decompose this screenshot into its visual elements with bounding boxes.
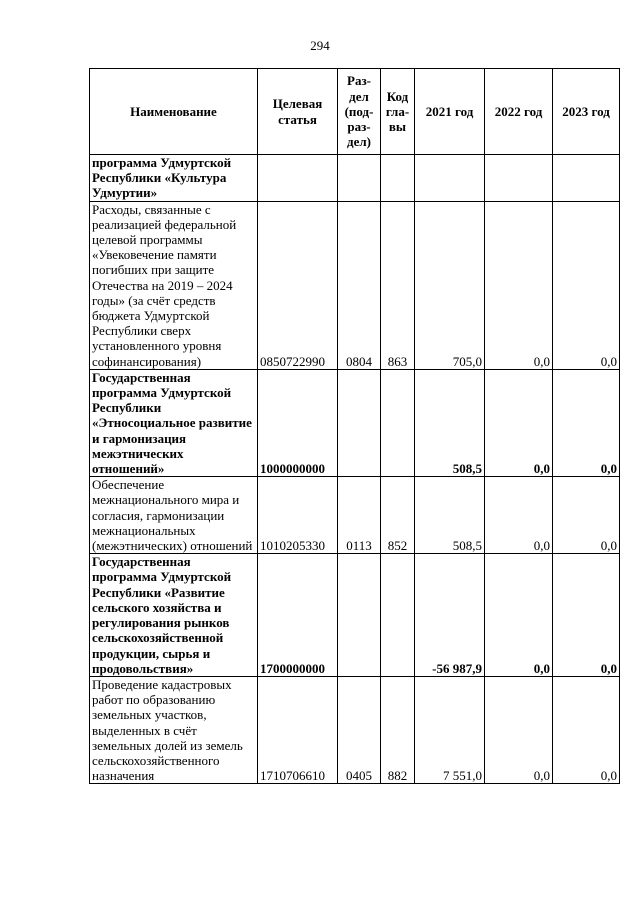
table-row — [90, 554, 620, 677]
cell-section — [338, 155, 381, 202]
table-row — [90, 201, 620, 369]
cell-2022: 0,0 — [485, 554, 553, 677]
cell-2022 — [485, 155, 553, 202]
header-2023: 2023 год — [553, 69, 620, 155]
cell-2022: 0,0 — [485, 201, 553, 369]
table-row — [90, 369, 620, 476]
header-target-article: Целевая статья — [258, 69, 338, 155]
cell-section: 0113 — [338, 477, 381, 554]
cell-section: 0405 — [338, 676, 381, 783]
header-chapter-code: Код гла-вы — [381, 69, 415, 155]
cell-chapter-code — [381, 554, 415, 677]
table-row — [90, 477, 620, 554]
cell-target-article: 1010205330 — [258, 477, 338, 554]
cell-2022: 0,0 — [485, 676, 553, 783]
cell-target-article: 1710706610 — [258, 676, 338, 783]
cell-2021: 508,5 — [415, 477, 485, 554]
cell-2022: 0,0 — [485, 477, 553, 554]
cell-2021 — [415, 155, 485, 202]
cell-target-article — [258, 155, 338, 202]
table-row — [90, 676, 620, 783]
cell-2022: 0,0 — [485, 369, 553, 476]
cell-2021: 508,5 — [415, 369, 485, 476]
header-2022: 2022 год — [485, 69, 553, 155]
cell-2023: 0,0 — [553, 201, 620, 369]
cell-target-article: 0850722990 — [258, 201, 338, 369]
cell-chapter-code — [381, 369, 415, 476]
cell-2021: 705,0 — [415, 201, 485, 369]
cell-2023: 0,0 — [553, 676, 620, 783]
table-body — [90, 155, 620, 784]
table-header-row — [90, 69, 620, 155]
header-section: Раз-дел (под-раз-дел) — [338, 69, 381, 155]
cell-2021: 7 551,0 — [415, 676, 485, 783]
cell-name: Государственная программа Удмуртской Республики «Этносоциальное развитие и гармонизация межэтнических отношений» — [90, 369, 258, 476]
page-number: 294 — [310, 38, 330, 53]
cell-target-article: 1000000000 — [258, 369, 338, 476]
cell-name: программа Удмуртской Республики «Культура Удмуртии» — [90, 155, 258, 202]
header-name: Наименование — [90, 69, 258, 155]
table-row — [90, 155, 620, 202]
cell-section — [338, 369, 381, 476]
cell-2023: 0,0 — [553, 477, 620, 554]
cell-2021: -56 987,9 — [415, 554, 485, 677]
cell-chapter-code: 882 — [381, 676, 415, 783]
cell-section: 0804 — [338, 201, 381, 369]
cell-name: Обеспечение межнационального мира и согласия, гармонизации межнациональных (межэтнических) отношений — [90, 477, 258, 554]
cell-name: Расходы, связанные с реализацией федеральной целевой программы «Увековечение памяти погибших при защите Отечества на 2019 – 2024 годы» (за счёт средств бюджета Удмуртской Республики сверх установленного уровня софинансирования) — [90, 201, 258, 369]
cell-section — [338, 554, 381, 677]
cell-name: Государственная программа Удмуртской Республики «Развитие сельского хозяйства и регулирования рынков сельскохозяйственной продукции, сырья и продовольствия» — [90, 554, 258, 677]
header-2021: 2021 год — [415, 69, 485, 155]
cell-target-article: 1700000000 — [258, 554, 338, 677]
cell-2023: 0,0 — [553, 369, 620, 476]
cell-chapter-code: 863 — [381, 201, 415, 369]
cell-2023 — [553, 155, 620, 202]
cell-name: Проведение кадастровых работ по образованию земельных участков, выделенных в счёт земельных долей из земель сельскохозяйственного назначения — [90, 676, 258, 783]
cell-chapter-code — [381, 155, 415, 202]
cell-chapter-code: 852 — [381, 477, 415, 554]
budget-table — [89, 68, 620, 784]
cell-2023: 0,0 — [553, 554, 620, 677]
